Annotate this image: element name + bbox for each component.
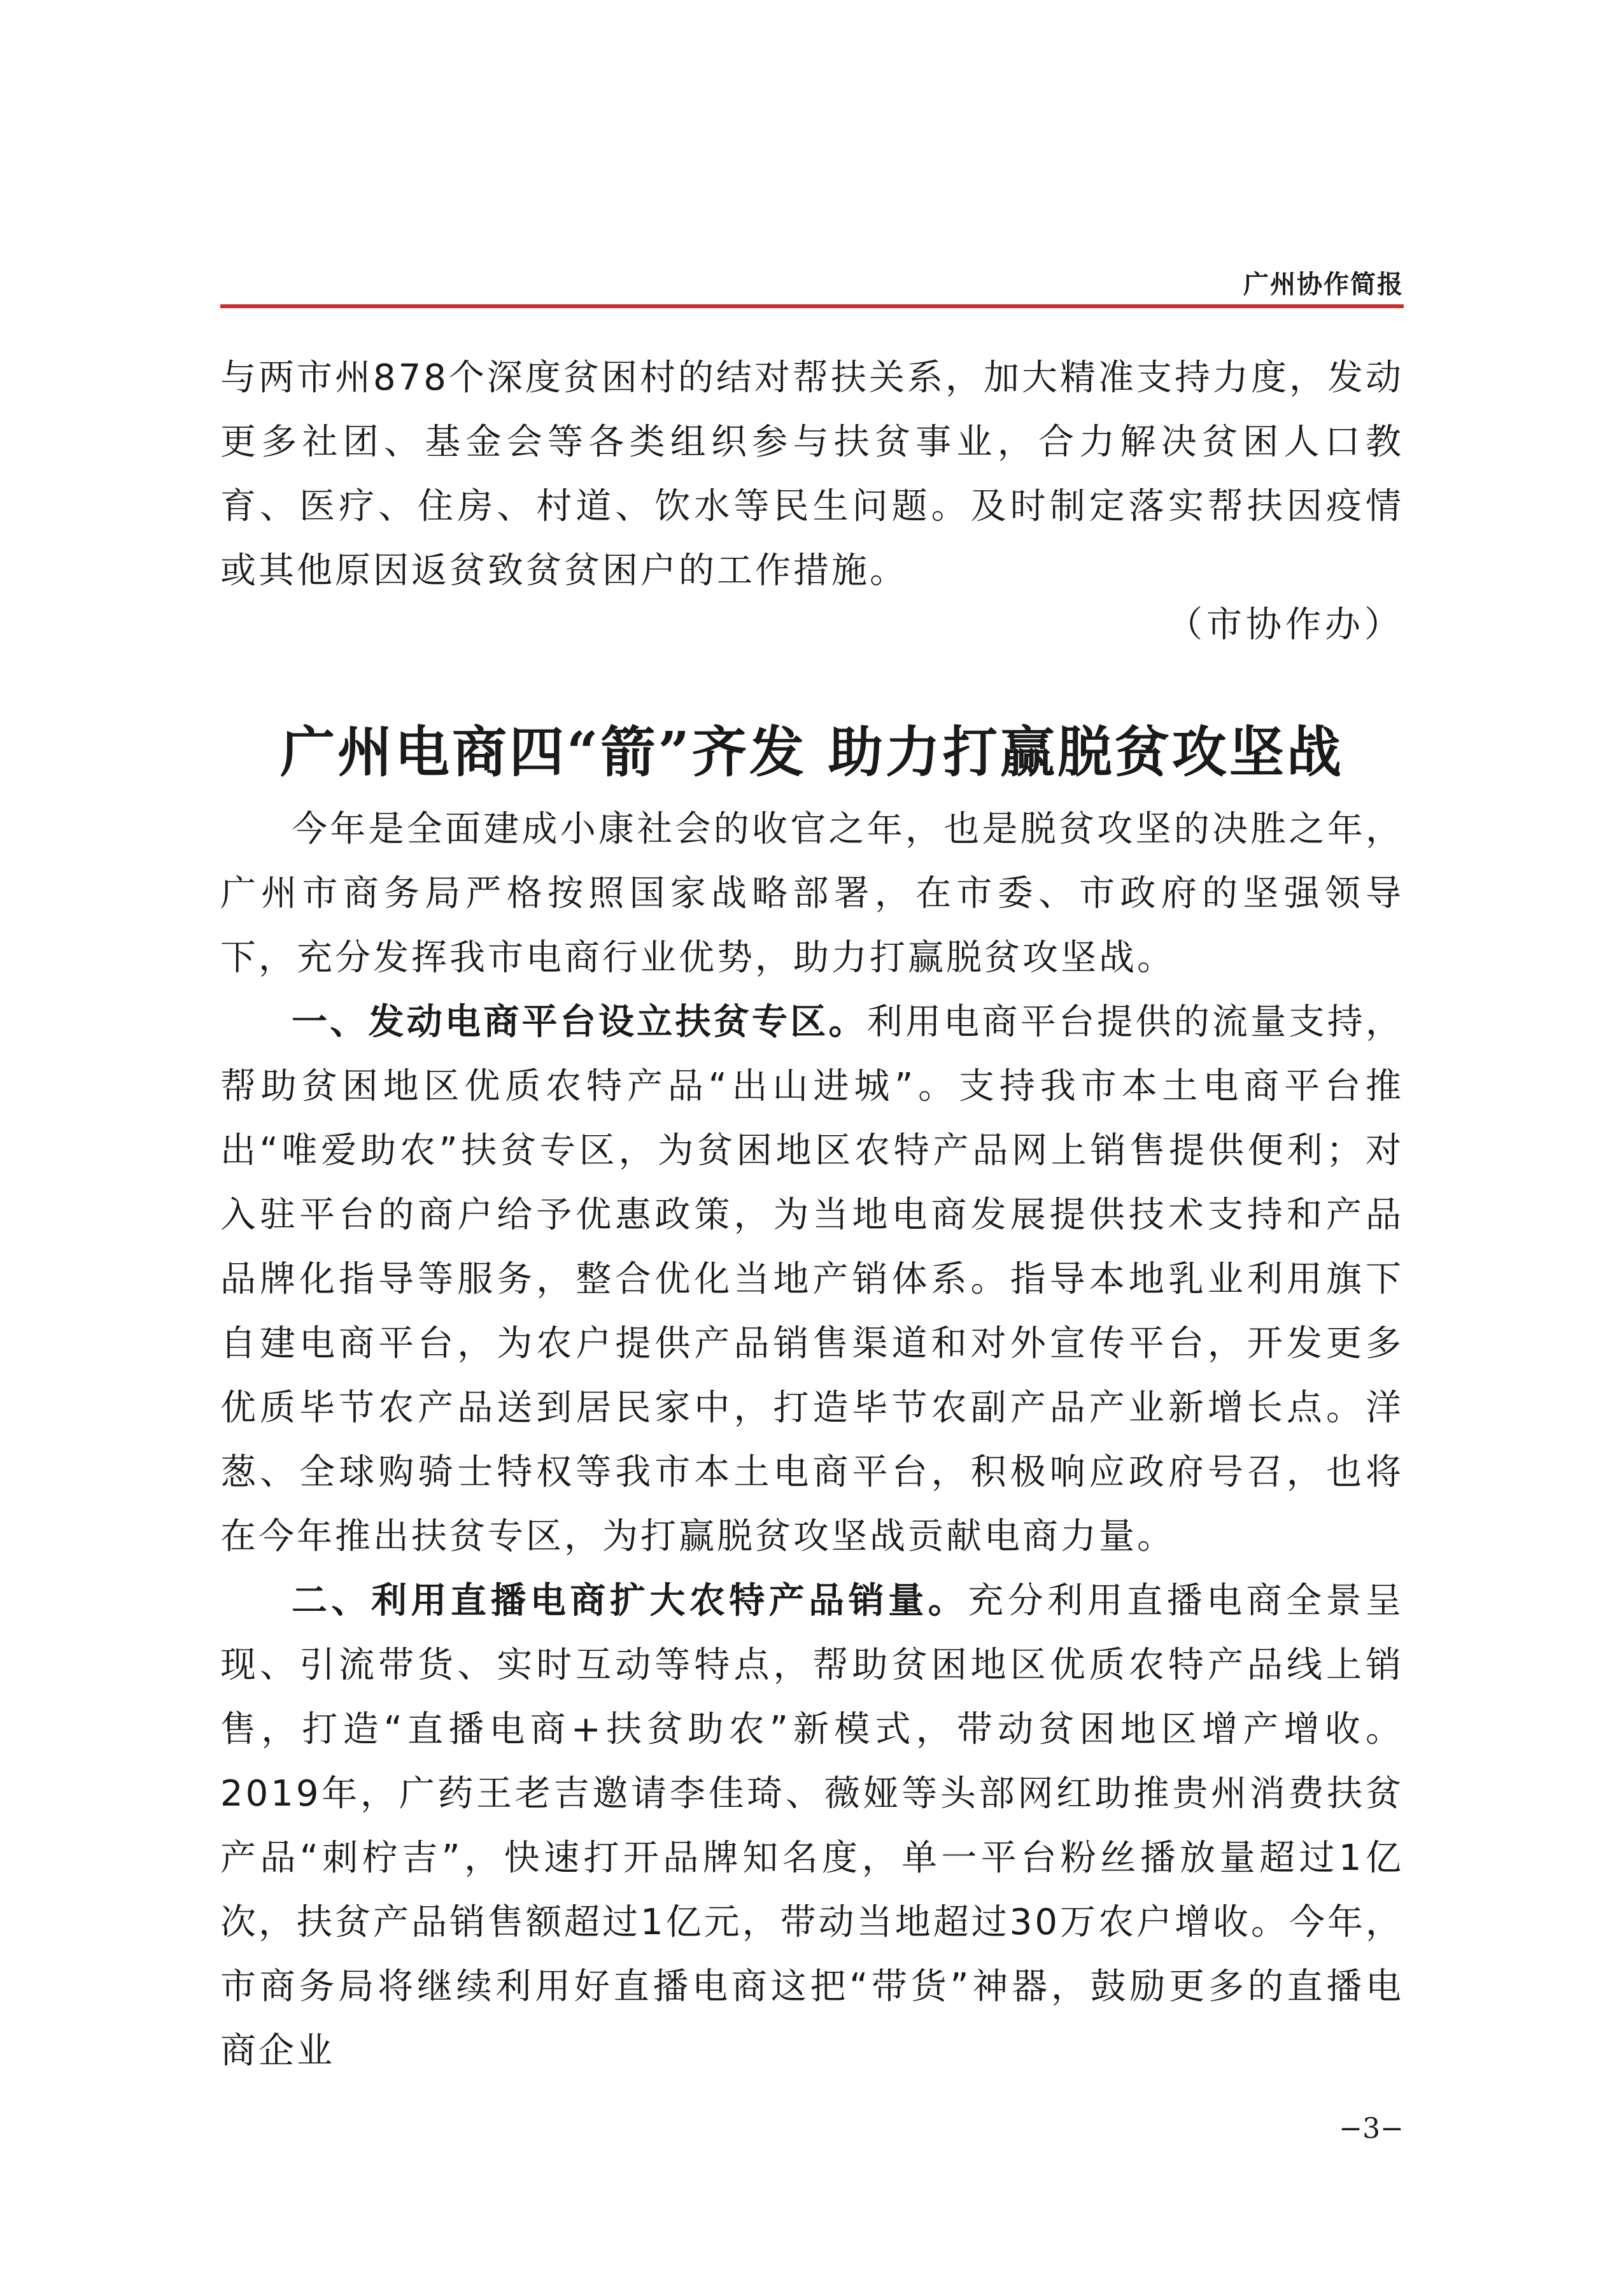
source-note: （市协作办） [1167, 604, 1404, 646]
article-body [220, 797, 1404, 2083]
continuation-text: 与两市州878个深度贫困村的结对帮扶关系，加大精准支持力度，发动更多社团、基金会等各类组织参与扶贫事业，合力解决贫困人口教育、医疗、住房、村道、饮水等民生问题。及时制定落实帮扶因疫情或其他原因返贫致贫贫困户的工作措施。 [220, 357, 1404, 591]
section-heading-1: 一、发动电商平台设立扶贫专区。 [292, 1001, 867, 1043]
intro-paragraph: 今年是全面建成小康社会的收官之年，也是脱贫攻坚的决胜之年，广州市商务局严格按照国家战略部署，在市委、市政府的坚强领导下，充分发挥我市电商行业优势，助力打赢脱贫攻坚战。 [220, 809, 1404, 979]
page-number: −3− [1339, 2112, 1404, 2145]
continuation-paragraph [220, 346, 1404, 603]
section-text-2: 充分利用直播电商全景呈现、引流带货、实时互动等特点，帮助贫困地区优质农特产品线上销售，打造“直播电商+扶贫助农”新模式，带动贫困地区增产增收。2019年，广药王老吉邀请李佳琦、薇娅等头部网红助推贵州消费扶贫产品“刺柠吉”，快速打开品牌知名度，单一平台粉丝播放量超过1亿次，扶贫产品销售额超过1亿元，带动当地超过30万农户增收。今年，市商务局将继续利用好直播电商这把“带货”神器，鼓励更多的直播电商企业 [220, 1580, 1404, 2072]
article-title: 广州电商四“箭”齐发 助力打赢脱贫攻坚战 [280, 720, 1344, 784]
section-paragraph-1 [220, 990, 1404, 1569]
section-text-1: 利用电商平台提供的流量支持，帮助贫困地区优质农特产品“出山进城”。支持我市本土电商平台推出“唯爱助农”扶贫专区，为贫困地区农特产品网上销售提供便利；对入驻平台的商户给予优惠政策，为当地电商发展提供技术支持和产品品牌化指导等服务，整合优化当地产销体系。指导本地乳业利用旗下自建电商平台，为农户提供产品销售渠道和对外宣传平台，开发更多优质毕节农产品送到居民家中，打造毕节农副产品产业新增长点。洋葱、全球购骑士特权等我市本土电商平台，积极响应政府号召，也将在今年推出扶贫专区，为打赢脱贫攻坚战贡献电商力量。 [220, 1001, 1404, 1557]
header-rule [220, 304, 1404, 308]
section-paragraph-2 [220, 1569, 1404, 2083]
header-title: 广州协作简报 [1243, 269, 1404, 299]
section-heading-2: 二、利用直播电商扩大农特产品销量。 [292, 1580, 968, 1622]
